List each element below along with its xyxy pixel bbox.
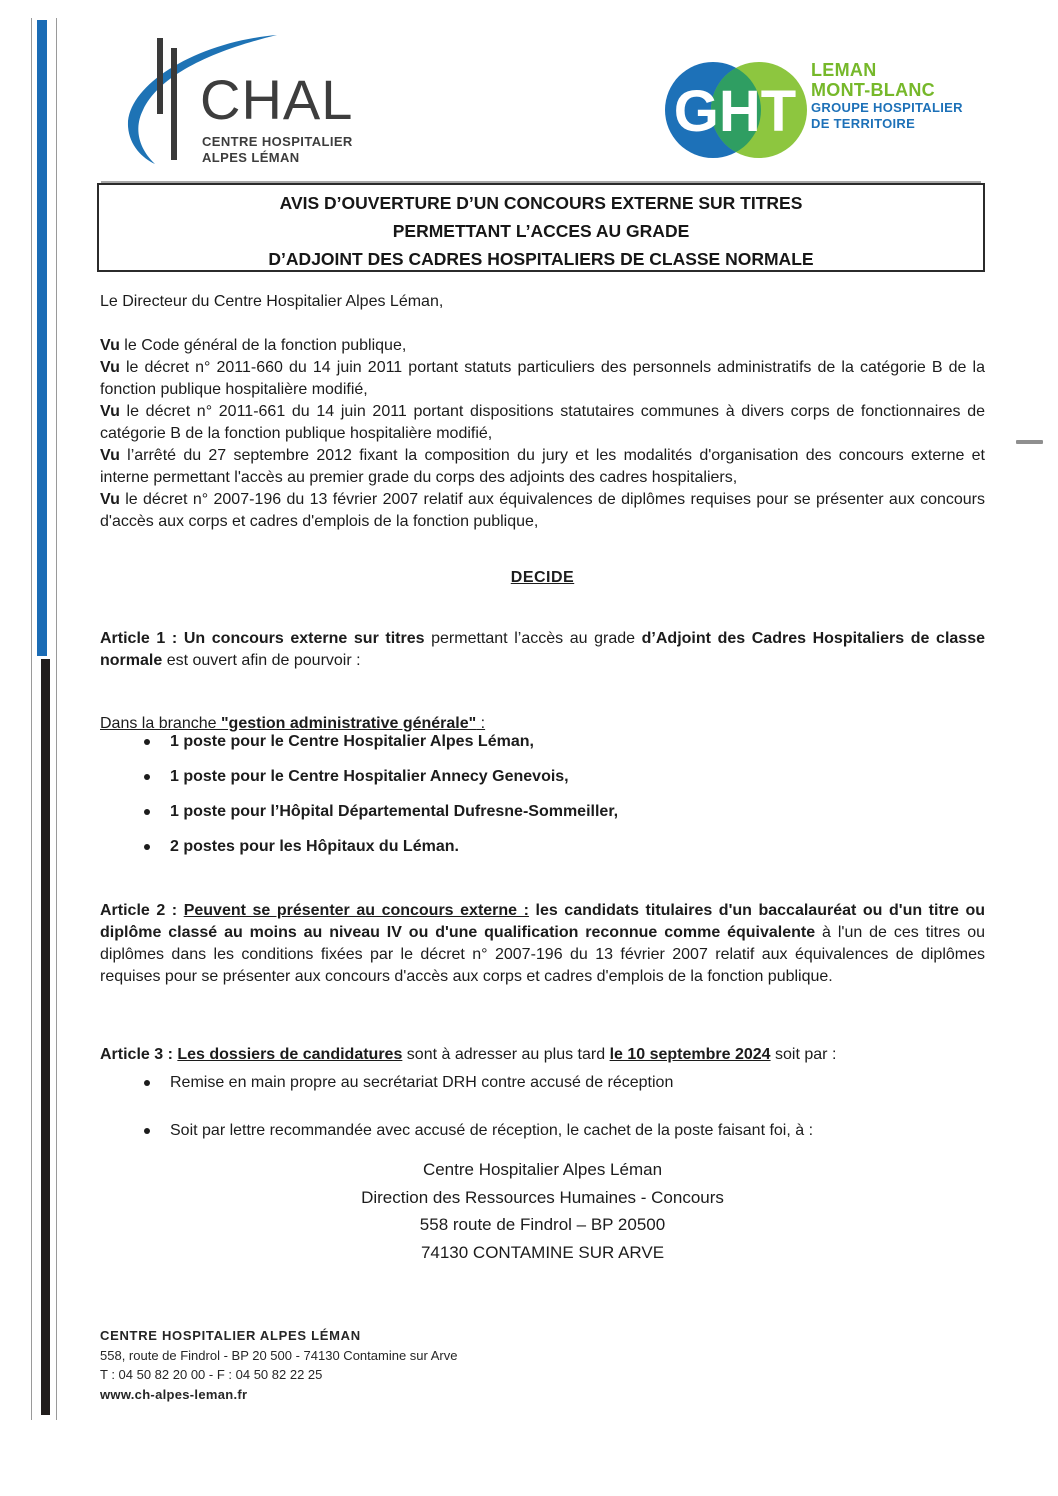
vu-clause xyxy=(100,357,985,401)
post-item xyxy=(170,801,985,823)
footer-website: www.ch-alpes-leman.fr xyxy=(100,1386,248,1402)
submission-item xyxy=(170,1120,985,1142)
vu-text: le décret n° 2011-661 du 14 juin 2011 portant dispositions statutaires communes à divers corps de fonctionnaires de catégorie B de la fonction publique hospitalière modifié, xyxy=(100,403,985,442)
footer-hospital-name: CENTRE HOSPITALIER ALPES LÉMAN xyxy=(100,1328,361,1343)
article-1-text2: est ouvert afin de pourvoir : xyxy=(162,652,361,669)
article-2 xyxy=(100,900,985,988)
article-1 xyxy=(100,628,985,672)
chal-subtitle xyxy=(202,134,353,166)
branch-bold: "gestion administrative générale" xyxy=(220,715,477,732)
article-2-underlined: Peuvent se présenter au concours externe : xyxy=(183,902,529,919)
post-item-text: 1 poste pour le Centre Hospitalier Alpes Léman, xyxy=(170,733,534,750)
article-3-underlined1: Les dossiers de candidatures xyxy=(177,1046,403,1063)
branch-text2: : xyxy=(476,715,486,732)
vu-label: Vu xyxy=(100,491,120,508)
vu-clause xyxy=(100,445,985,489)
vu-label: Vu xyxy=(100,359,120,376)
submission-item xyxy=(170,1072,985,1094)
intro-line: Le Directeur du Centre Hospitalier Alpes Léman, xyxy=(100,293,444,310)
ght-logo xyxy=(663,55,993,170)
post-item xyxy=(170,836,985,858)
post-item-text: 1 poste pour l’Hôpital Départemental Dufresne-Sommeiller, xyxy=(170,803,619,820)
article-2-bold: les candidats titulaires d'un baccalauréat ou d'un titre ou diplôme classé au moins au niveau IV ou d'une qualification reconnue comme équivalente xyxy=(100,902,986,941)
notice-title-line2: PERMETTANT L’ACCES AU GRADE xyxy=(392,221,690,241)
ght-name-line2: MONT-BLANC xyxy=(811,80,935,100)
submission-item-text: Soit par lettre recommandée avec accusé de réception, le cachet de la poste faisant foi, à : xyxy=(170,1122,814,1139)
vu-text: le décret n° 2011-660 du 14 juin 2011 portant statuts particuliers des personnels administratifs de la catégorie B de la fonction publique hospitalière modifié, xyxy=(100,359,985,398)
branch-text1: Dans la branche xyxy=(100,715,221,732)
ght-name-line1: LEMAN xyxy=(811,60,877,80)
vu-label: Vu xyxy=(100,403,120,420)
notice-title-box xyxy=(97,183,985,272)
vu-text: l’arrêté du 27 septembre 2012 fixant la composition du jury et les modalités d'organisation des concours externe et interne permettant l'accès au premier grade du corps des adjoints des cadres hospitaliers, xyxy=(100,447,985,486)
post-item-text: 2 postes pour les Hôpitaux du Léman. xyxy=(170,838,459,855)
article-2-text: à l'un de ces titres ou diplômes dans les conditions fixées par le décret n° 2007-196 du 13 février 2007 relatif aux équivalences de diplômes requises pour se présenter aux concours d'accès aux corps et cadres d'emplois de la fonction publique. xyxy=(100,924,985,985)
article-3-text1: sont à adresser au plus tard xyxy=(402,1046,610,1063)
article-3-underlined2: le 10 septembre 2024 xyxy=(609,1046,771,1063)
article-1-bold1: Un concours externe sur titres xyxy=(177,630,425,647)
scan-artifact-mark xyxy=(1016,440,1043,444)
submission-list xyxy=(100,1072,985,1142)
bullet-icon xyxy=(144,1128,150,1134)
vu-text: le Code général de la fonction publique, xyxy=(119,337,407,354)
bullet-icon xyxy=(144,774,150,780)
left-margin-line-inner xyxy=(56,18,57,1420)
mailing-address xyxy=(100,1156,985,1266)
ght-circles-icon xyxy=(663,55,808,165)
submission-item-text: Remise en main propre au secrétariat DRH contre accusé de réception xyxy=(170,1074,674,1091)
footer-phone-fax: T : 04 50 82 20 00 - F : 04 50 82 22 25 xyxy=(100,1367,323,1382)
page-footer xyxy=(100,1326,457,1404)
address-line3: 558 route de Findrol – BP 20500 xyxy=(419,1215,666,1234)
article-3-text2: soit par : xyxy=(770,1046,837,1063)
article-3-label: Article 3 : xyxy=(100,1046,178,1063)
bullet-icon xyxy=(144,1080,150,1086)
article-2-label: Article 2 : xyxy=(100,902,184,919)
vu-label: Vu xyxy=(100,447,120,464)
footer-address: 558, route de Findrol - BP 20 500 - 74130 Contamine sur Arve xyxy=(100,1347,458,1363)
submission-list-block xyxy=(100,1072,985,1168)
left-margin-line-outer xyxy=(31,18,32,1420)
vu-clause xyxy=(100,489,985,533)
chal-logo xyxy=(100,28,410,178)
post-item-text: 1 poste pour le Centre Hospitalier Annecy Genevois, xyxy=(170,768,569,785)
bullet-icon xyxy=(144,739,150,745)
chal-subtitle-line1: CENTRE HOSPITALIER xyxy=(202,134,353,149)
left-blue-bar xyxy=(37,20,47,656)
article-1-label: Article 1 : xyxy=(100,630,178,647)
notice-title-line3: D’ADJOINT DES CADRES HOSPITALIERS DE CLASSE NORMALE xyxy=(268,249,814,269)
legal-references xyxy=(100,335,985,533)
address-line1: Centre Hospitalier Alpes Léman xyxy=(422,1160,663,1179)
post-list xyxy=(100,731,985,858)
post-item xyxy=(170,731,985,753)
vu-clause xyxy=(100,335,985,357)
bullet-icon xyxy=(144,844,150,850)
article-1-bold2: d’Adjoint des Cadres Hospitaliers de classe normale xyxy=(100,630,985,669)
address-line4: 74130 CONTAMINE SUR ARVE xyxy=(420,1242,665,1262)
post-item xyxy=(170,766,985,788)
left-black-bar xyxy=(41,659,50,1415)
chal-acronym: CHAL xyxy=(200,68,354,131)
decide-heading xyxy=(100,567,985,589)
address-line2: Direction des Ressources Humaines - Concours xyxy=(361,1187,724,1207)
decide-text: DECIDE xyxy=(510,569,575,586)
ght-subtitle-line2: DE TERRITOIRE xyxy=(811,116,916,131)
ght-acronym: GHT xyxy=(673,79,797,144)
post-list-block xyxy=(100,731,985,871)
notice-title-line1: AVIS D’OUVERTURE D’UN CONCOURS EXTERNE SUR TITRES xyxy=(279,193,803,213)
chal-subtitle-line2: ALPES LÉMAN xyxy=(202,150,300,165)
ght-subtitle-line1: GROUPE HOSPITALIER xyxy=(811,100,963,115)
article-1-text1: permettant l’accès au grade xyxy=(424,630,642,647)
vu-clause xyxy=(100,401,985,445)
vu-text: le décret n° 2007-196 du 13 février 2007 relatif aux équivalences de diplômes requises pour se présenter aux concours d'accès aux corps et cadres d'emplois de la fonction publique, xyxy=(100,491,985,530)
vu-label: Vu xyxy=(100,337,120,354)
ght-wordmark xyxy=(811,60,963,132)
bullet-icon xyxy=(144,809,150,815)
article-3 xyxy=(100,1044,985,1066)
